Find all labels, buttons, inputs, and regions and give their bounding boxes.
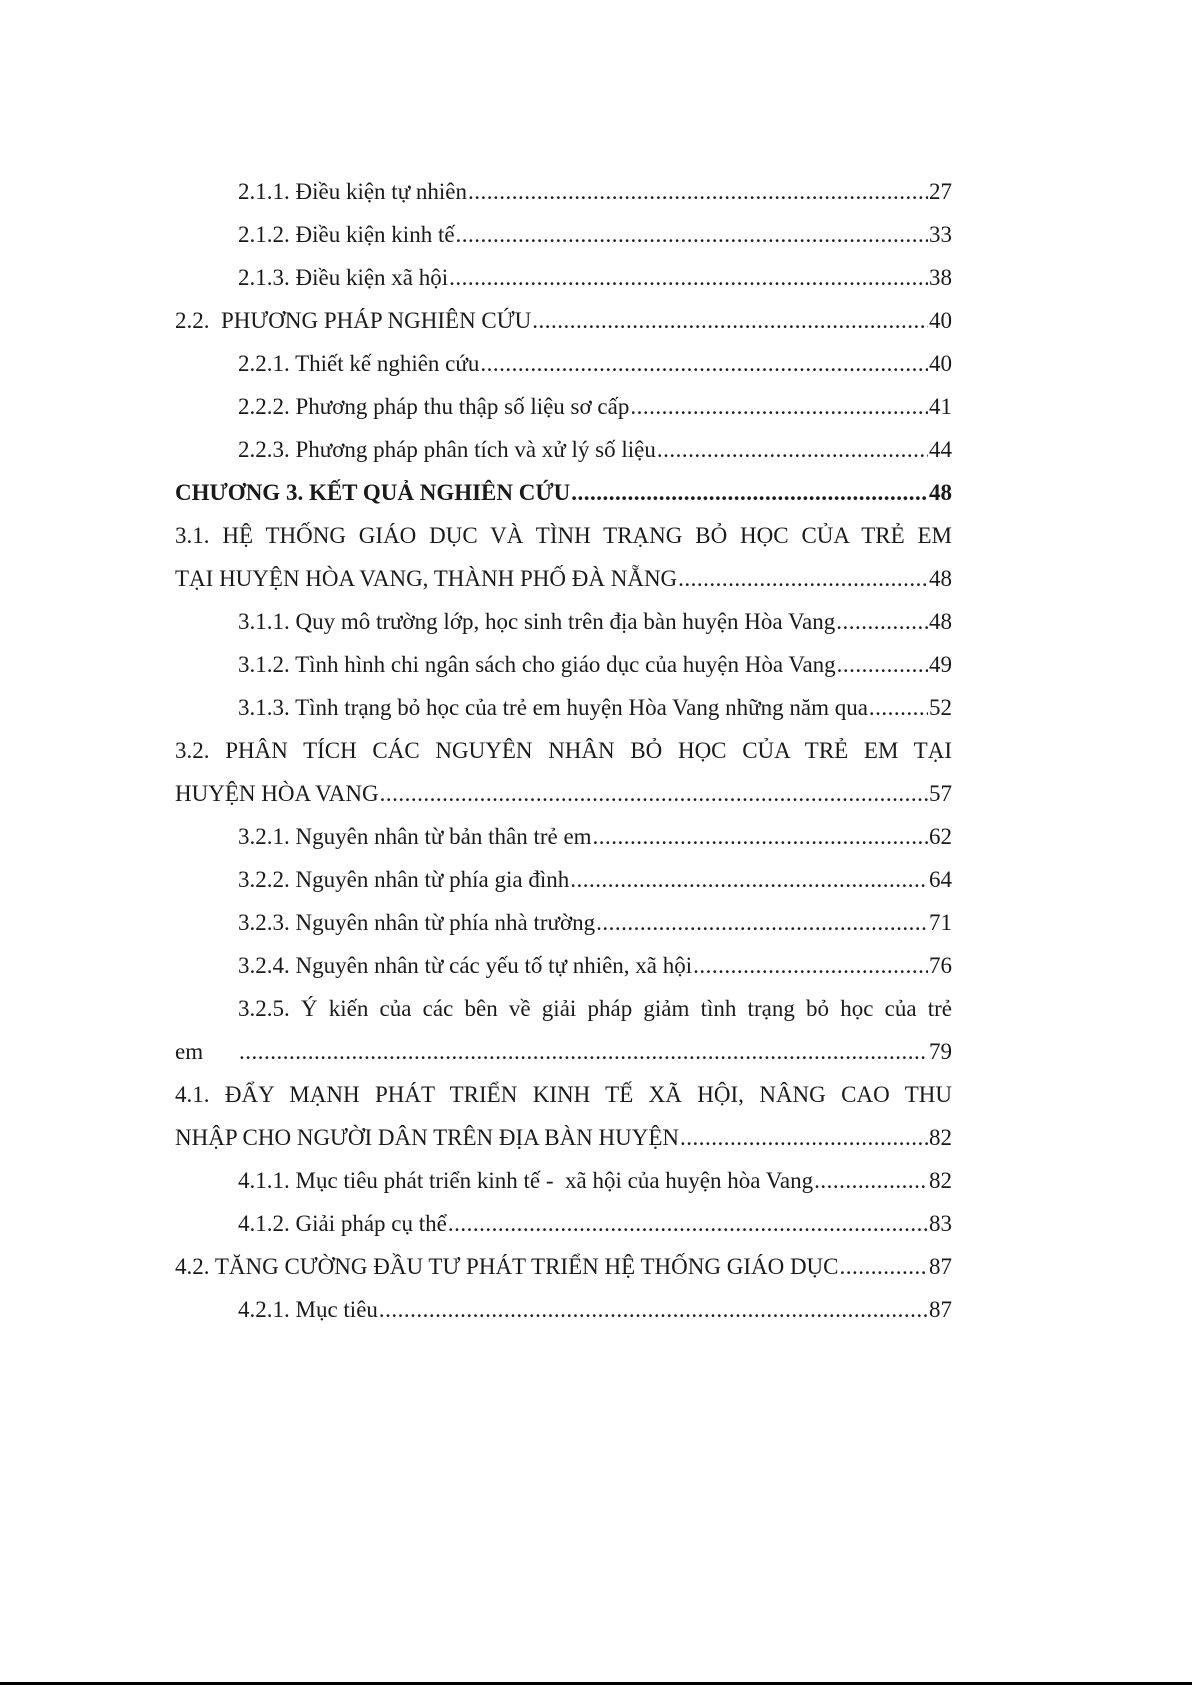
- toc-entry-title-line1: 4.1. ĐẨY MẠNH PHÁT TRIỂN KINH TẾ XÃ HỘI, NÂNG CAO THU: [175, 1082, 952, 1107]
- dot-leader: [657, 428, 928, 471]
- dot-leader: [678, 557, 928, 600]
- dot-leader: [380, 772, 928, 815]
- toc-entry[interactable]: [175, 1245, 952, 1288]
- toc-entry-title: 4.1.2. Giải pháp cụ thể: [238, 1211, 447, 1236]
- toc-entry-title-line2: HUYỆN HÒA VANG: [175, 781, 379, 806]
- toc-entry[interactable]: [175, 815, 952, 858]
- toc-entry[interactable]: [175, 987, 952, 1073]
- toc-entry[interactable]: [175, 901, 952, 944]
- toc-page-number: 48: [929, 566, 952, 591]
- toc-page-number: 41: [929, 394, 952, 419]
- toc-entry[interactable]: [175, 1288, 952, 1331]
- toc-entry[interactable]: [175, 686, 952, 729]
- toc-page-number: 40: [929, 308, 952, 333]
- dot-leader: [840, 1245, 928, 1288]
- toc-entry[interactable]: [175, 256, 952, 299]
- toc-entry-title: 2.1.1. Điều kiện tự nhiên: [238, 179, 468, 204]
- toc-entry[interactable]: [175, 729, 952, 815]
- dot-leader: [571, 471, 928, 514]
- toc-entry-title-line1: 3.2.5. Ý kiến của các bên về giải pháp giảm tình trạng bỏ học của trẻ: [238, 996, 952, 1021]
- toc-entry-title: 3.2.2. Nguyên nhân từ phía gia đình: [238, 867, 570, 892]
- toc-page-number: 44: [929, 437, 952, 462]
- toc-entry[interactable]: [175, 944, 952, 987]
- dot-leader: [596, 901, 928, 944]
- toc-entry-title: 2.2. PHƯƠNG PHÁP NGHIÊN CỨU: [175, 308, 532, 333]
- toc-entry[interactable]: [175, 299, 952, 342]
- dot-leader: [448, 1202, 928, 1245]
- dot-leader: [630, 385, 928, 428]
- dot-leader: [570, 858, 928, 901]
- toc-page-number: 49: [929, 652, 952, 677]
- toc-page-number: 40: [929, 351, 952, 376]
- dot-leader: [693, 944, 928, 987]
- toc-entry-title: 3.1.2. Tình hình chi ngân sách cho giáo dục của huyện Hòa Vang: [238, 652, 836, 677]
- dot-leader: [456, 213, 928, 256]
- toc-entry-title: 2.2.2. Phương pháp thu thập số liệu sơ cấp: [238, 394, 630, 419]
- toc-page-number: 82: [929, 1168, 952, 1193]
- toc-entry-title-line2: NHẬP CHO NGƯỜI DÂN TRÊN ĐỊA BÀN HUYỆN: [175, 1125, 680, 1150]
- toc-entry[interactable]: [175, 342, 952, 385]
- toc-entry-title: 3.2.1. Nguyên nhân từ bản thân trẻ em: [238, 824, 592, 849]
- toc-entry-title: 3.2.3. Nguyên nhân từ phía nhà trường: [238, 910, 596, 935]
- toc-chapter-entry[interactable]: [175, 471, 952, 514]
- toc-page-number: 83: [929, 1211, 952, 1236]
- toc-entry[interactable]: [175, 428, 952, 471]
- toc-entry-title: 4.1.1. Mục tiêu phát triển kinh tế - xã hội của huyện hòa Vang: [238, 1168, 814, 1193]
- toc-page-number: 64: [929, 867, 952, 892]
- toc-entry-title: 3.2.4. Nguyên nhân từ các yếu tố tự nhiên, xã hội: [238, 953, 693, 978]
- toc-page-number: 71: [929, 910, 952, 935]
- toc-entry[interactable]: [175, 170, 952, 213]
- toc-entry[interactable]: [175, 1073, 952, 1159]
- toc-entry[interactable]: [175, 385, 952, 428]
- dot-leader: [239, 1030, 928, 1073]
- toc-page-number: 38: [929, 265, 952, 290]
- toc-entry-title-line2: em: [175, 1039, 204, 1064]
- toc-page-number: 82: [929, 1125, 952, 1150]
- toc-entry-title: 2.1.2. Điều kiện kinh tế: [238, 222, 455, 247]
- toc-entry-title: 4.2.1. Mục tiêu: [238, 1297, 378, 1322]
- dot-leader: [814, 1159, 928, 1202]
- toc-entry-title: 2.2.1. Thiết kế nghiên cứu: [238, 351, 480, 376]
- toc-entry[interactable]: [175, 1202, 952, 1245]
- toc-entry[interactable]: [175, 600, 952, 643]
- table-of-contents: [175, 170, 952, 1331]
- toc-entry-title: CHƯƠNG 3. KẾT QUẢ NGHIÊN CỨU: [175, 480, 571, 505]
- toc-page-number: 33: [929, 222, 952, 247]
- toc-entry-title-line2: TẠI HUYỆN HÒA VANG, THÀNH PHỐ ĐÀ NẴNG: [175, 566, 678, 591]
- toc-entry-title-line1: 3.2. PHÂN TÍCH CÁC NGUYÊN NHÂN BỎ HỌC CỦA TRẺ EM TẠI: [175, 738, 952, 763]
- toc-entry[interactable]: [175, 643, 952, 686]
- toc-entry-title: 3.1.3. Tình trạng bỏ học của trẻ em huyện Hòa Vang những năm qua: [238, 695, 868, 720]
- dot-leader: [468, 170, 928, 213]
- toc-entry-title: 2.1.3. Điều kiện xã hội: [238, 265, 449, 290]
- dot-leader: [836, 600, 928, 643]
- toc-page-number: 52: [929, 695, 952, 720]
- toc-entry-title: 4.2. TĂNG CƯỜNG ĐẦU TƯ PHÁT TRIỂN HỆ THỐNG GIÁO DỤC: [175, 1254, 839, 1279]
- toc-page-number: 57: [929, 781, 952, 806]
- dot-leader: [480, 342, 928, 385]
- dot-leader: [379, 1288, 928, 1331]
- dot-leader: [449, 256, 928, 299]
- dot-leader: [532, 299, 928, 342]
- toc-entry[interactable]: [175, 213, 952, 256]
- toc-entry-title: 3.1.1. Quy mô trường lớp, học sinh trên địa bàn huyện Hòa Vang: [238, 609, 836, 634]
- toc-page-number: 48: [929, 609, 952, 634]
- toc-entry-title-line1: 3.1. HỆ THỐNG GIÁO DỤC VÀ TÌNH TRẠNG BỎ HỌC CỦA TRẺ EM: [175, 523, 952, 548]
- toc-entry[interactable]: [175, 1159, 952, 1202]
- toc-entry[interactable]: [175, 858, 952, 901]
- dot-leader: [869, 686, 928, 729]
- toc-page-number: 76: [929, 953, 952, 978]
- dot-leader: [680, 1116, 928, 1159]
- toc-page-number: 48: [929, 480, 952, 505]
- toc-entry-title: 2.2.3. Phương pháp phân tích và xử lý số liệu: [238, 437, 656, 462]
- dot-leader: [837, 643, 928, 686]
- toc-page-number: 79: [929, 1039, 952, 1064]
- toc-page-number: 87: [929, 1297, 952, 1322]
- toc-page-number: 87: [929, 1254, 952, 1279]
- dot-leader: [593, 815, 928, 858]
- toc-page-number: 27: [929, 179, 952, 204]
- toc-entry[interactable]: [175, 514, 952, 600]
- toc-page-number: 62: [929, 824, 952, 849]
